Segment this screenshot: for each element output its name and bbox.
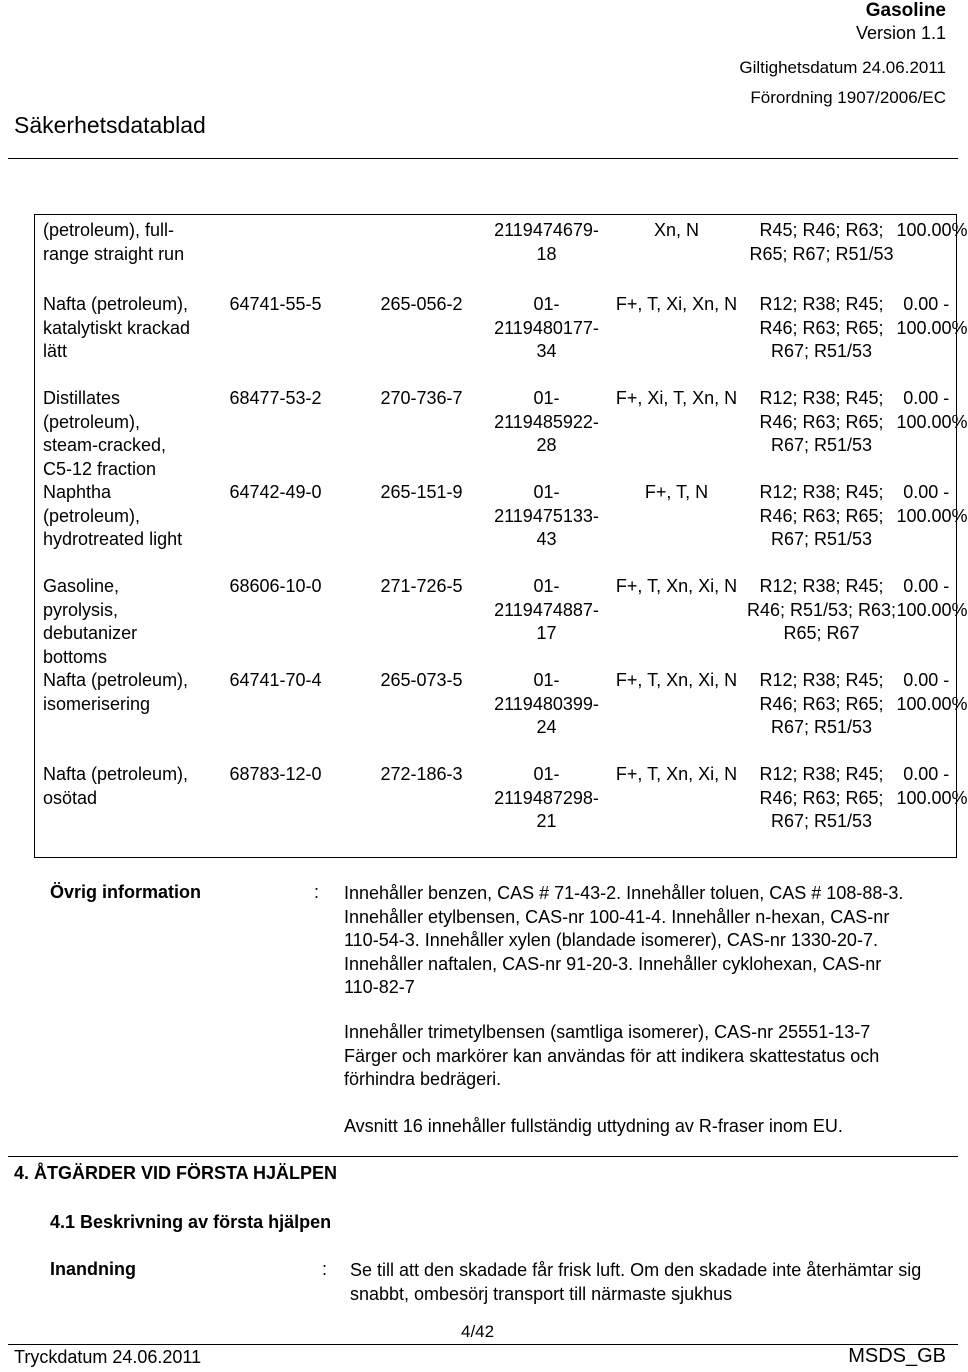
concentration: 0.00 - 100.00% (897, 387, 957, 481)
concentration: 0.00 - 100.00% (897, 575, 957, 669)
regulation: Förordning 1907/2006/EC (750, 88, 946, 107)
registration-number: 01-2119480177-34 (494, 294, 599, 361)
ec-number: 265-073-5 (380, 670, 463, 690)
r-phrases: R12; R38; R45; R46; R63; R65; R67; R51/53 (747, 763, 897, 858)
document-code: MSDS_GB (848, 1345, 946, 1367)
table-row (35, 669, 957, 763)
classification: F+, T, Xn, Xi, N (607, 763, 747, 858)
other-info-label: Övrig information (50, 882, 202, 902)
ec-number (357, 215, 487, 294)
concentration: 0.00 - 100.00% (897, 481, 957, 575)
substance-name: Nafta (petroleum), osötad (35, 763, 195, 858)
table-row (35, 293, 957, 387)
registration-number: 01-2119474887-17 (494, 576, 599, 643)
section-4-heading: 4. ÅTGÄRDER VID FÖRSTA HJÄLPEN (14, 1163, 338, 1183)
inhalation-text: Se till att den skadade får frisk luft. Om den skadade inte återhämtar sig snabbt, ombesörj transport till närmaste sjukhus (350, 1260, 922, 1304)
classification: F+, Xi, T, Xn, N (615, 388, 738, 408)
classification: F+, T, Xn, Xi, N (615, 576, 738, 596)
r-phrases: R12; R38; R45; R46; R63; R65; R67; R51/53 (759, 482, 884, 549)
registration-number: 01-2119487298-21 (487, 763, 607, 858)
substance-name: (petroleum), full-range straight run (35, 215, 195, 294)
registration-number: 01-2119480399-24 (494, 670, 599, 737)
registration-number: 01-2119475133-43 (494, 482, 599, 549)
cas-number: 68477-53-2 (229, 388, 322, 408)
footer-divider (8, 1344, 958, 1345)
print-date: Tryckdatum 24.06.2011 (14, 1347, 202, 1367)
inhalation-colon: : (322, 1259, 328, 1279)
substance-name: Naphtha (petroleum), hydrotreated light (35, 481, 195, 575)
document-title: Säkerhetsdatablad (14, 112, 206, 138)
section-4-1-heading: 4.1 Beskrivning av första hjälpen (50, 1212, 332, 1232)
concentration: 0.00 - 100.00% (897, 293, 957, 387)
r-phrases: R45; R46; R63; R65; R67; R51/53 (747, 215, 897, 294)
table-row (35, 575, 957, 669)
cas-number: 64742-49-0 (229, 482, 322, 502)
ec-number: 265-056-2 (380, 294, 463, 314)
r-phrases: R12; R38; R45; R46; R63; R65; R67; R51/53 (759, 294, 884, 361)
table-row (35, 215, 957, 294)
cas-number: 68783-12-0 (195, 763, 357, 858)
cas-number: 64741-55-5 (229, 294, 322, 314)
header-divider (8, 158, 958, 159)
section-divider (8, 1156, 958, 1157)
r-phrases: R12; R38; R45; R46; R51/53; R63; R65; R67 (746, 576, 897, 643)
cas-number: 68606-10-0 (229, 576, 322, 596)
cas-number: 64741-70-4 (229, 670, 322, 690)
classification: F+, T, Xi, Xn, N (615, 294, 738, 314)
page-number: 4/42 (461, 1322, 495, 1341)
substance-name: Nafta (petroleum), isomerisering (35, 669, 195, 763)
ec-number: 272-186-3 (357, 763, 487, 858)
ec-number: 271-726-5 (380, 576, 463, 596)
valid-date: Giltighetsdatum 24.06.2011 (739, 58, 946, 77)
other-info-colon: : (314, 882, 320, 902)
concentration: 100.00% (897, 215, 957, 294)
substance-name: Nafta (petroleum), katalytiskt krackad lätt (35, 293, 195, 387)
registration-number: 2119474679-18 (487, 215, 607, 294)
r-phrases: R12; R38; R45; R46; R63; R65; R67; R51/53 (759, 670, 884, 737)
other-info-paragraph-2: Innehåller trimetylbensen (samtliga isomerer), CAS-nr 25551-13-7 Färger och markörer kan användas för att indikera skattestatus och förhindra bedrägeri. (344, 1022, 880, 1089)
table-row (35, 481, 957, 575)
table-row (35, 763, 957, 858)
version-label: Version 1.1 (855, 23, 946, 43)
concentration: 0.00 - 100.00% (897, 669, 957, 763)
cas-number (195, 215, 357, 294)
product-name: Gasoline (865, 0, 946, 21)
concentration: 0.00 - 100.00% (897, 763, 957, 858)
substance-name: Gasoline, pyrolysis, debutanizer bottoms (35, 575, 195, 669)
ec-number: 265-151-9 (380, 482, 463, 502)
ec-number: 270-736-7 (380, 388, 463, 408)
other-info-paragraph-3: Avsnitt 16 innehåller fullständig uttydning av R-fraser inom EU. (344, 1116, 843, 1136)
classification: Xn, N (607, 215, 747, 294)
inhalation-label: Inandning (50, 1259, 136, 1279)
classification: F+, T, N (644, 482, 709, 502)
registration-number: 01-2119485922-28 (494, 388, 599, 455)
table-row (35, 387, 957, 481)
classification: F+, T, Xn, Xi, N (615, 670, 738, 690)
composition-table (34, 214, 968, 858)
r-phrases: R12; R38; R45; R46; R63; R65; R67; R51/53 (759, 388, 884, 455)
other-info-paragraph-1: Innehåller benzen, CAS # 71-43-2. Innehåller toluen, CAS # 108-88-3. Innehåller etylbensen, CAS-nr 100-41-4. Innehåller n-hexan, CAS-nr 110-54-3. Innehåller xylen (blandade isomerer), CAS-nr 1330-20-7. Innehåller naftalen, CAS-nr 91-20-3. Innehåller cyklohexan, CAS-nr 110-82-7 (344, 883, 904, 997)
substance-name: Distillates (petroleum), steam-cracked, C5-12 fraction (35, 387, 195, 481)
